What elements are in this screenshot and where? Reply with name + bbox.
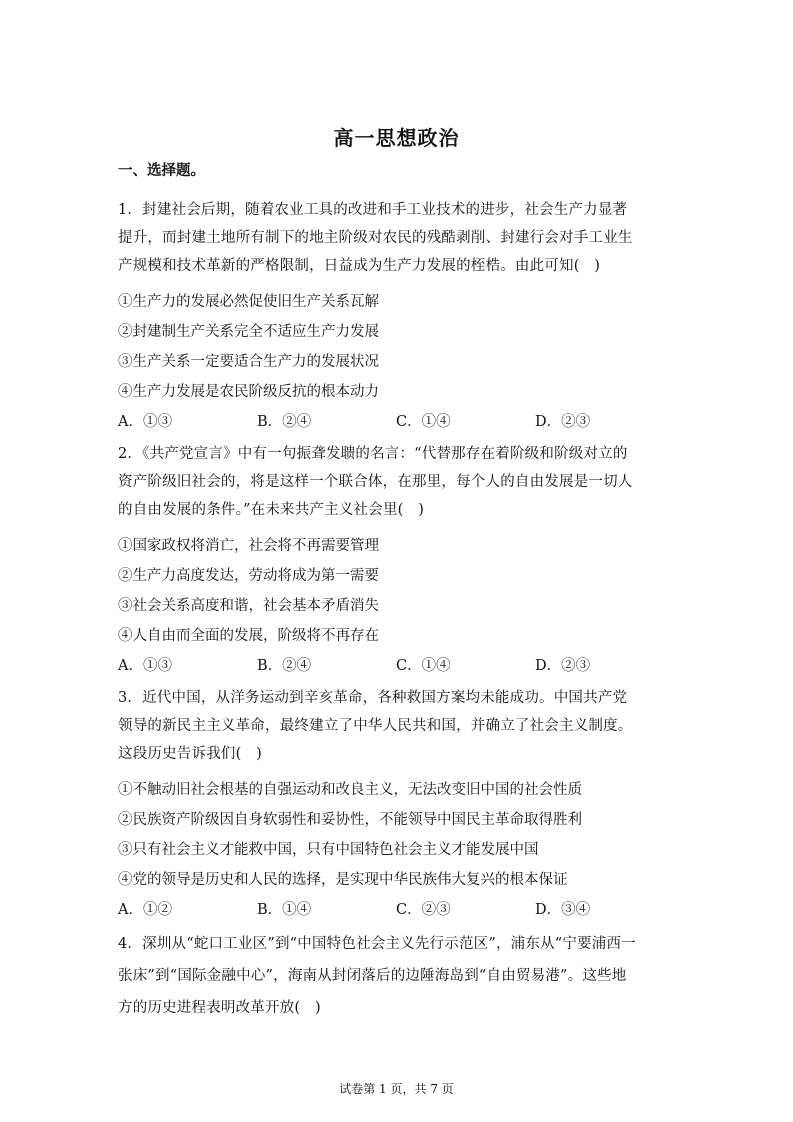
question-3 — [118, 684, 686, 925]
question-1-statement-3: ③生产关系一定要适合生产力的发展状况 — [118, 354, 379, 370]
question-2-statement-3: ③社会关系高度和谐，社会基本矛盾消失 — [118, 598, 379, 614]
question-2 — [118, 440, 686, 681]
question-2-statement-2: ②生产力高度发达，劳动将成为第一需要 — [118, 568, 379, 584]
question-2-option-d[interactable]: D．②③ — [535, 658, 591, 674]
question-2-stem-line-3: 的自由发展的条件。”在未来共产主义社会里( ) — [118, 502, 425, 518]
question-4-stem-line-1: 4．深圳从“蛇口工业区”到“中国特色社会主义先行示范区”，浦东从“宁要浦西一 — [118, 936, 636, 952]
question-1-statement-4: ④生产力发展是农民阶级反抗的根本动力 — [118, 384, 379, 400]
question-3-option-a[interactable]: A．①② — [118, 902, 172, 918]
question-2-statement-1: ①国家政权将消亡，社会将不再需要管理 — [118, 538, 379, 554]
question-3-stem-line-1: 3．近代中国，从洋务运动到辛亥革命，各种救国方案均未能成功。中国共产党 — [118, 690, 628, 706]
page-footer: 试卷第 1 页，共 7 页 — [339, 1082, 454, 1096]
question-3-statement-2: ②民族资产阶级因自身软弱性和妥协性，不能领导中国民主革命取得胜利 — [118, 812, 582, 828]
question-1-options — [118, 407, 686, 437]
question-3-option-c[interactable]: C．②③ — [396, 902, 451, 918]
page-title: 高一思想政治 — [333, 126, 460, 150]
question-2-option-b[interactable]: B．②④ — [257, 658, 312, 674]
question-1-option-d[interactable]: D．②③ — [535, 414, 591, 430]
question-2-statement-4: ④人自由而全面的发展，阶级将不再存在 — [118, 628, 379, 644]
question-1-option-b[interactable]: B．②④ — [257, 414, 312, 430]
question-1-option-a[interactable]: A．①③ — [118, 414, 172, 430]
question-1-stem-line-1: 1．封建社会后期，随着农业工具的改进和手工业技术的进步，社会生产力显著 — [118, 202, 628, 218]
question-1-stem-line-3: 产规模和技术革新的严格限制，日益成为生产力发展的桎梏。由此可知( ) — [118, 258, 601, 274]
question-2-stem-line-1: 2．《共产党宣言》中有一句振聋发聩的名言：“代替那存在着阶级和阶级对立的 — [118, 446, 628, 462]
question-4 — [118, 928, 686, 1024]
question-3-statement-1: ①不触动旧社会根基的自强运动和改良主义，无法改变旧中国的社会性质 — [118, 782, 582, 798]
question-2-stem-line-2: 资产阶级旧社会的，将是这样一个联合体，在那里，每个人的自由发展是一切人 — [118, 474, 633, 490]
question-3-statement-4: ④党的领导是历史和人民的选择，是实现中华民族伟大复兴的根本保证 — [118, 872, 568, 888]
question-1-option-c[interactable]: C．①④ — [396, 414, 451, 430]
question-4-stem-line-3: 方的历史进程表明改革开放( ) — [118, 1000, 321, 1016]
section-heading: 一、选择题。 — [118, 162, 205, 179]
question-3-options — [118, 895, 686, 925]
question-1-statement-2: ②封建制生产关系完全不适应生产力发展 — [118, 324, 379, 340]
question-3-statement-3: ③只有社会主义才能救中国，只有中国特色社会主义才能发展中国 — [118, 842, 539, 858]
question-3-option-b[interactable]: B．①④ — [257, 902, 312, 918]
question-3-option-d[interactable]: D．③④ — [535, 902, 591, 918]
question-1-stem-line-2: 提升，而封建土地所有制下的地主阶级对农民的残酷剥削、封建行会对手工业生 — [118, 230, 633, 246]
question-3-stem-line-3: 这段历史告诉我们( ) — [118, 746, 263, 762]
question-2-option-c[interactable]: C．①④ — [396, 658, 451, 674]
question-1 — [118, 196, 686, 437]
question-4-stem-line-2: 张床”到“国际金融中心”，海南从封闭落后的边陲海岛到“自由贸易港”。这些地 — [118, 968, 627, 984]
question-1-statement-1: ①生产力的发展必然促使旧生产关系瓦解 — [118, 294, 379, 310]
question-list — [118, 196, 686, 1024]
question-2-option-a[interactable]: A．①③ — [118, 658, 172, 674]
question-2-options — [118, 651, 686, 681]
question-3-stem-line-2: 领导的新民主主义革命，最终建立了中华人民共和国，并确立了社会主义制度。 — [118, 718, 633, 734]
